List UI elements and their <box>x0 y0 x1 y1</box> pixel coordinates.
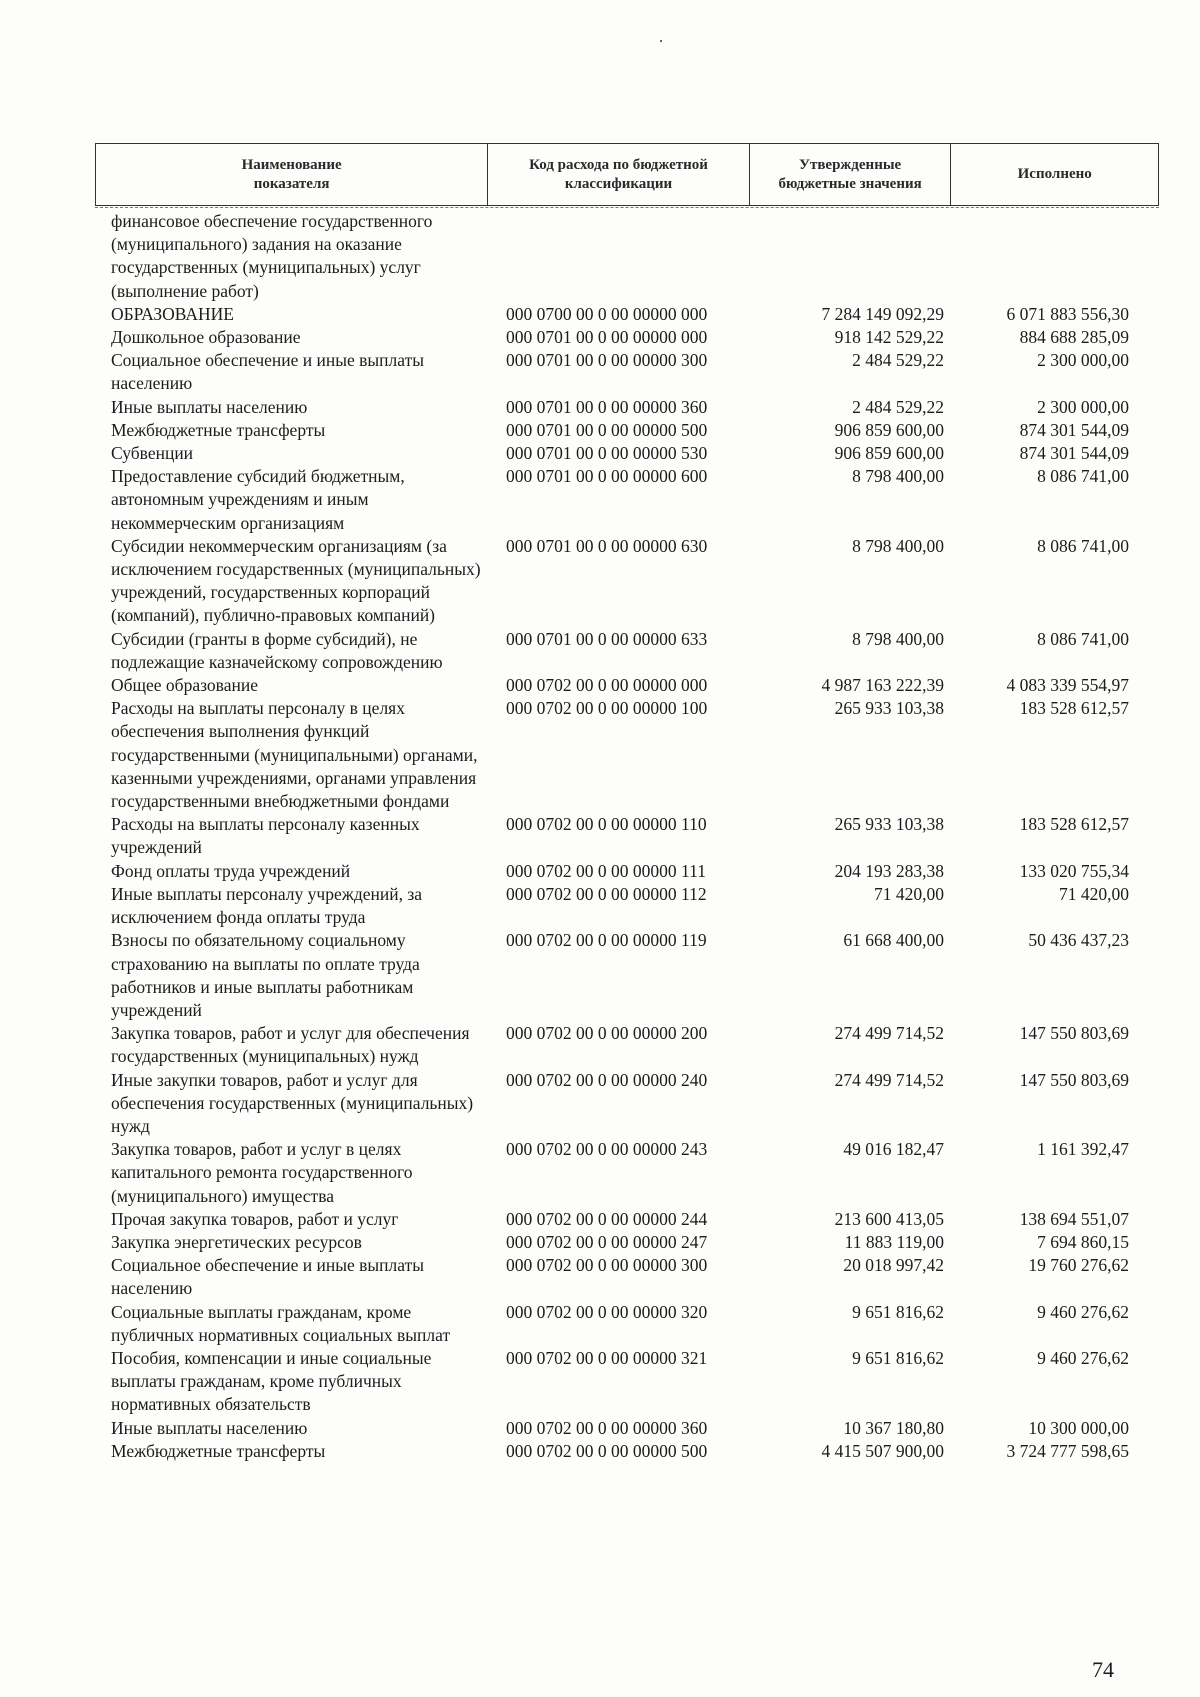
header-approved-column <box>750 144 952 205</box>
row-executed-value: 50 436 437,23 <box>1028 930 1129 951</box>
row-code: 000 0702 00 0 00 00000 321 <box>506 1347 708 1368</box>
row-approved-value: 71 420,00 <box>874 883 944 904</box>
row-approved-value: 906 859 600,00 <box>834 443 944 464</box>
row-approved-value: 906 859 600,00 <box>834 419 944 440</box>
row-code: 000 0702 00 0 00 00000 119 <box>506 930 707 951</box>
row-approved-value: 204 193 283,38 <box>834 860 944 881</box>
row-code: 000 0702 00 0 00 00000 110 <box>506 814 707 835</box>
row-code: 000 0701 00 0 00 00000 360 <box>506 396 708 417</box>
row-executed-value: 8 086 741,00 <box>1037 535 1129 556</box>
row-approved-value: 274 499 714,52 <box>834 1023 944 1044</box>
row-approved-value: 61 668 400,00 <box>843 930 944 951</box>
row-executed-value: 8 086 741,00 <box>1037 466 1129 487</box>
row-approved-value: 20 018 997,42 <box>843 1255 944 1276</box>
row-code: 000 0701 00 0 00 00000 600 <box>506 466 708 487</box>
row-name: Общее образование <box>111 675 258 696</box>
header-name-line2: показателя <box>253 175 330 192</box>
row-name: Прочая закупка товаров, работ и услуг <box>111 1208 399 1229</box>
row-name: Субсидии некоммерческим организациям (за исключением государственных (муниципальных) учреждений, государственных корпораций (компаний), публично-правовых компаний) <box>111 535 481 626</box>
row-executed-value: 9 460 276,62 <box>1037 1301 1129 1322</box>
row-approved-value: 8 798 400,00 <box>852 628 944 649</box>
header-approved-line1: Утвержденные <box>798 156 902 173</box>
row-executed-value: 133 020 755,34 <box>1019 860 1129 881</box>
row-name: Субсидии (гранты в форме субсидий), не подлежащие казначейскому сопровождению <box>111 628 443 672</box>
row-code: 000 0702 00 0 00 00000 320 <box>506 1301 708 1322</box>
row-executed-value: 8 086 741,00 <box>1037 628 1129 649</box>
table-row <box>0 697 1200 813</box>
row-code: 000 0701 00 0 00 00000 000 <box>506 327 708 348</box>
row-code: 000 0702 00 0 00 00000 112 <box>506 883 707 904</box>
row-executed-value: 4 083 339 554,97 <box>1006 675 1129 696</box>
row-approved-value: 8 798 400,00 <box>852 466 944 487</box>
row-approved-value: 7 284 149 092,29 <box>821 303 944 324</box>
row-code: 000 0702 00 0 00 00000 243 <box>506 1139 708 1160</box>
row-name: Иные выплаты населению <box>111 396 308 417</box>
table-row <box>0 813 1200 859</box>
row-code: 000 0701 00 0 00 00000 630 <box>506 535 708 556</box>
row-approved-value: 265 933 103,38 <box>834 814 944 835</box>
row-code: 000 0702 00 0 00 00000 247 <box>506 1231 708 1252</box>
table-row <box>0 929 1200 1022</box>
row-executed-value: 9 460 276,62 <box>1037 1347 1129 1368</box>
row-approved-value: 2 484 529,22 <box>852 350 944 371</box>
row-approved-value: 8 798 400,00 <box>852 535 944 556</box>
table-row <box>0 1254 1200 1300</box>
row-approved-value: 4 987 163 222,39 <box>821 675 944 696</box>
header-executed-label: Исполнено <box>1017 166 1092 182</box>
row-executed-value: 71 420,00 <box>1059 883 1129 904</box>
row-code: 000 0701 00 0 00 00000 530 <box>506 443 708 464</box>
table-row <box>0 442 1200 465</box>
row-executed-value: 874 301 544,09 <box>1019 419 1129 440</box>
row-name: ОБРАЗОВАНИЕ <box>111 303 234 324</box>
row-name: Взносы по обязательному социальному страхованию на выплаты по оплате труда работников и иные выплаты работникам учреждений <box>111 930 420 1020</box>
table-row <box>0 883 1200 929</box>
row-name: Социальные выплаты гражданам, кроме публичных нормативных социальных выплат <box>111 1301 451 1345</box>
row-approved-value: 9 651 816,62 <box>852 1347 944 1368</box>
row-code: 000 0701 00 0 00 00000 500 <box>506 419 708 440</box>
row-approved-value: 2 484 529,22 <box>852 396 944 417</box>
row-name: Иные выплаты персоналу учреждений, за исключением фонда оплаты труда <box>111 883 423 928</box>
table-row <box>0 628 1200 674</box>
table-row <box>0 1069 1200 1139</box>
table-row <box>0 1440 1200 1463</box>
row-executed-value: 7 694 860,15 <box>1037 1231 1129 1252</box>
row-approved-value: 213 600 413,05 <box>834 1208 944 1229</box>
row-code: 000 0702 00 0 00 00000 240 <box>506 1069 708 1090</box>
row-name: Межбюджетные трансферты <box>111 419 326 440</box>
row-name: Расходы на выплаты персоналу в целях обеспечения выполнения функций государственными (муниципальными) органами, казенными учреждениями, органами управления государственными внебюджетными фондами <box>111 698 478 812</box>
table-row <box>0 1231 1200 1254</box>
row-code: 000 0702 00 0 00 00000 200 <box>506 1023 708 1044</box>
table-row <box>0 419 1200 442</box>
row-executed-value: 10 300 000,00 <box>1028 1417 1129 1438</box>
row-approved-value: 11 883 119,00 <box>844 1231 944 1252</box>
row-name: Межбюджетные трансферты <box>111 1440 326 1461</box>
row-executed-value: 874 301 544,09 <box>1019 443 1129 464</box>
row-code: 000 0702 00 0 00 00000 244 <box>506 1208 708 1229</box>
row-executed-value: 183 528 612,57 <box>1019 698 1129 719</box>
row-name: Пособия, компенсации и иные социальные выплаты гражданам, кроме публичных нормативных обязательств <box>111 1347 432 1415</box>
row-code: 000 0702 00 0 00 00000 000 <box>506 675 708 696</box>
table-row <box>0 1138 1200 1208</box>
table-row <box>0 210 1200 303</box>
row-executed-value: 19 760 276,62 <box>1028 1255 1129 1276</box>
row-executed-value: 147 550 803,69 <box>1019 1023 1129 1044</box>
row-name: Социальное обеспечение и иные выплаты населению <box>111 1255 425 1299</box>
table-row <box>0 349 1200 395</box>
row-code: 000 0702 00 0 00 00000 300 <box>506 1255 708 1276</box>
row-name: Иные выплаты населению <box>111 1417 308 1438</box>
header-name-column <box>96 144 488 205</box>
row-name: Расходы на выплаты персоналу казенных учреждений <box>111 814 420 858</box>
table-row <box>0 465 1200 535</box>
table-row <box>0 1301 1200 1347</box>
scan-speck <box>660 40 662 42</box>
row-code: 000 0701 00 0 00 00000 300 <box>506 350 708 371</box>
row-approved-value: 10 367 180,80 <box>843 1417 944 1438</box>
table-row <box>0 674 1200 697</box>
row-name: Социальное обеспечение и иные выплаты населению <box>111 350 425 394</box>
table-row <box>0 303 1200 326</box>
row-executed-value: 2 300 000,00 <box>1037 396 1129 417</box>
row-executed-value: 6 071 883 556,30 <box>1006 303 1129 324</box>
row-code: 000 0700 00 0 00 00000 000 <box>506 303 708 324</box>
page-number: 74 <box>1092 1657 1114 1682</box>
table-row <box>0 860 1200 883</box>
table-row <box>0 326 1200 349</box>
row-executed-value: 884 688 285,09 <box>1019 327 1129 348</box>
row-executed-value: 3 724 777 598,65 <box>1006 1440 1129 1461</box>
row-executed-value: 183 528 612,57 <box>1019 814 1129 835</box>
table-row <box>0 396 1200 419</box>
table-body <box>0 210 1200 1463</box>
row-name: Дошкольное образование <box>111 327 301 348</box>
row-name: Иные закупки товаров, работ и услуг для обеспечения государственных (муниципальных) нужд <box>111 1069 474 1136</box>
table-row <box>0 535 1200 628</box>
header-name-line1: Наименование <box>241 156 342 173</box>
row-executed-value: 147 550 803,69 <box>1019 1069 1129 1090</box>
table-header <box>95 143 1159 206</box>
header-code-line2: классификации <box>564 175 673 192</box>
row-executed-value: 138 694 551,07 <box>1019 1208 1129 1229</box>
header-underline <box>95 207 1159 208</box>
row-name: Предоставление субсидий бюджетным, автономным учреждениям и иным некоммерческим организациям <box>111 466 405 533</box>
row-approved-value: 918 142 529,22 <box>834 327 944 348</box>
header-executed-column <box>951 144 1158 205</box>
header-code-column <box>488 144 750 205</box>
row-name: Субвенции <box>111 443 194 464</box>
row-name: Закупка энергетических ресурсов <box>111 1231 362 1252</box>
row-name: финансовое обеспечение государственного (муниципального) задания на оказание государственных (муниципальных) услуг (выполнение работ) <box>111 211 433 301</box>
row-approved-value: 9 651 816,62 <box>852 1301 944 1322</box>
table-row <box>0 1022 1200 1068</box>
row-name: Закупка товаров, работ и услуг в целях капитального ремонта государственного (муниципального) имущества <box>111 1139 413 1206</box>
row-name: Закупка товаров, работ и услуг для обеспечения государственных (муниципальных) нужд <box>111 1023 470 1067</box>
row-approved-value: 4 415 507 900,00 <box>821 1440 944 1461</box>
row-approved-value: 49 016 182,47 <box>843 1139 944 1160</box>
row-approved-value: 265 933 103,38 <box>834 698 944 719</box>
row-code: 000 0702 00 0 00 00000 111 <box>506 860 706 881</box>
header-code-line1: Код расхода по бюджетной <box>529 156 708 173</box>
row-name: Фонд оплаты труда учреждений <box>111 860 351 881</box>
row-code: 000 0701 00 0 00 00000 633 <box>506 628 708 649</box>
table-row <box>0 1417 1200 1440</box>
header-approved-line2: бюджетные значения <box>778 175 922 192</box>
row-approved-value: 274 499 714,52 <box>834 1069 944 1090</box>
row-code: 000 0702 00 0 00 00000 360 <box>506 1417 708 1438</box>
table-row <box>0 1347 1200 1417</box>
row-executed-value: 2 300 000,00 <box>1037 350 1129 371</box>
row-code: 000 0702 00 0 00 00000 100 <box>506 698 708 719</box>
row-executed-value: 1 161 392,47 <box>1037 1139 1129 1160</box>
row-code: 000 0702 00 0 00 00000 500 <box>506 1440 708 1461</box>
table-row <box>0 1208 1200 1231</box>
